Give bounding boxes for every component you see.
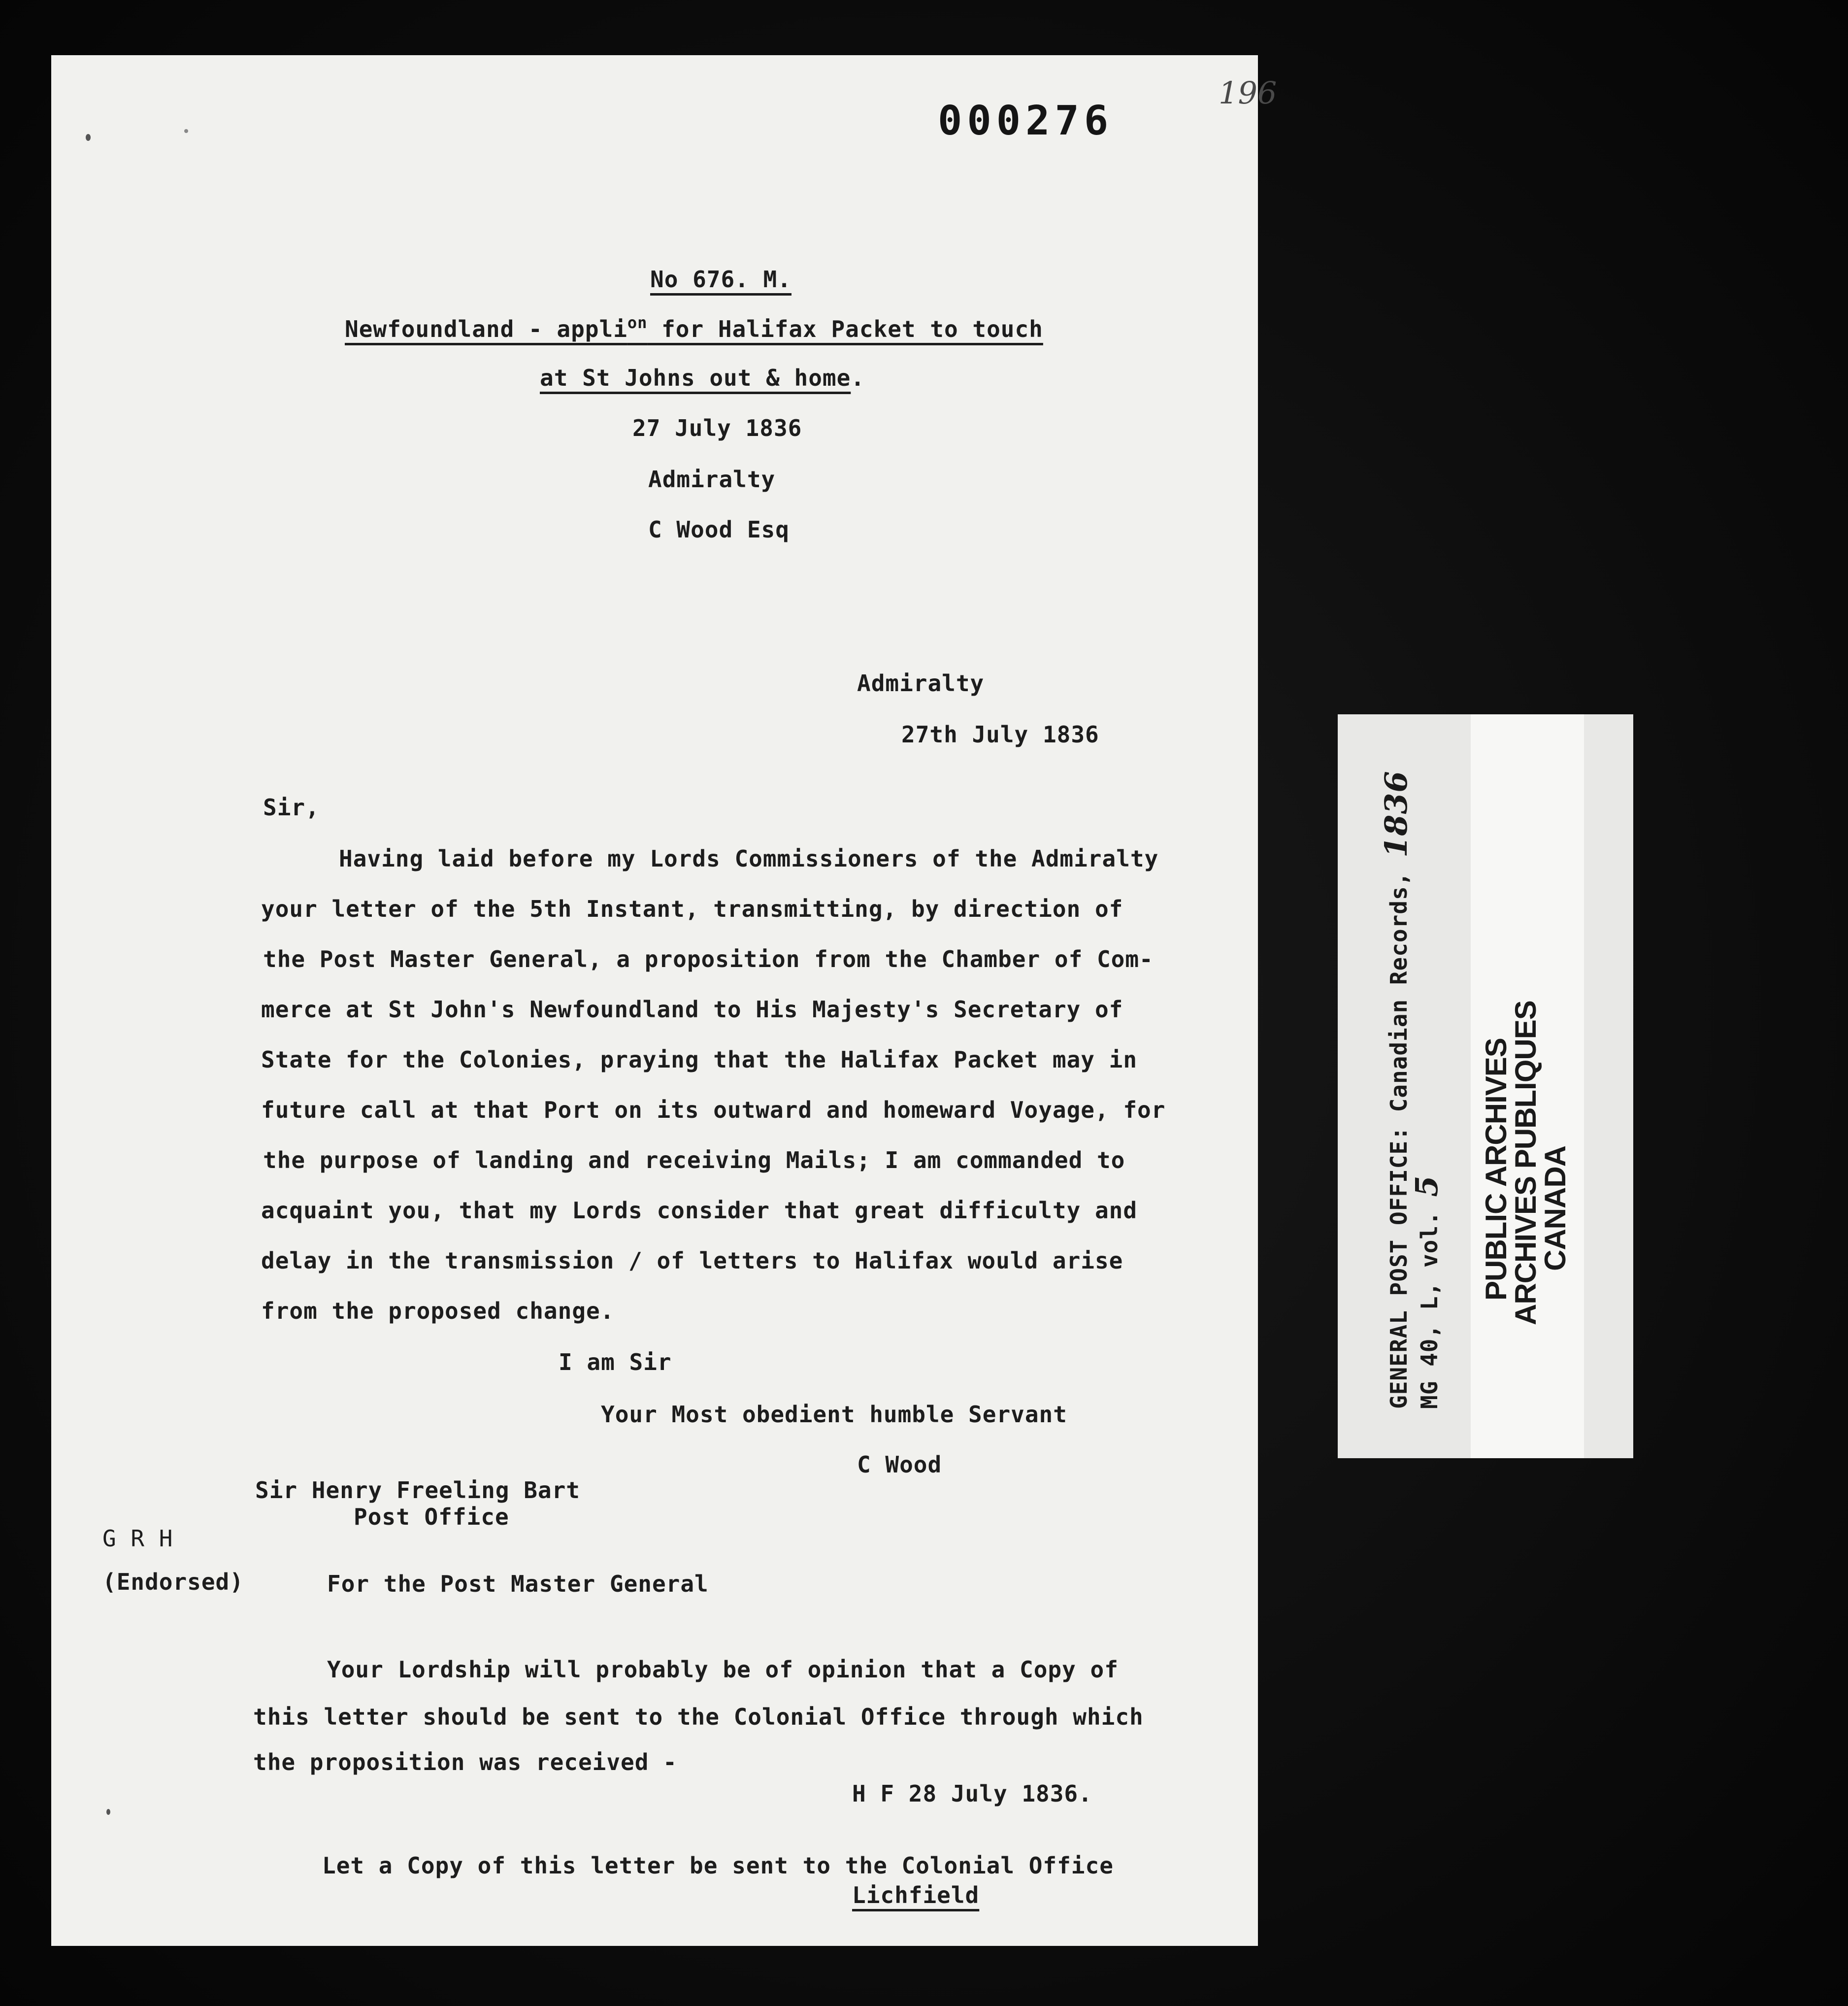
subject-superscript: on [627, 313, 648, 332]
closing-line: I am Sir [559, 1349, 672, 1375]
minute-line: Let a Copy of this letter be sent to the Colonial Office [322, 1852, 1114, 1879]
folio-note: 196 [1219, 75, 1277, 111]
archive-stamp: 000276 [938, 98, 1114, 144]
label-volume-prefix: MG 40, L, vol. [1416, 1211, 1443, 1409]
label-archive-line: CANADA [1539, 1146, 1572, 1271]
signature: C Wood [857, 1451, 942, 1478]
docket-date: 27 July 1836 [632, 415, 802, 441]
body-line: State for the Colonies, praying that the Halifax Packet may in [261, 1046, 1138, 1073]
letter-date: 27th July 1836 [901, 721, 1099, 748]
docket-subject-line1 [345, 313, 1043, 342]
addressee-line: Post Office [354, 1504, 509, 1530]
body-line: the purpose of landing and receiving Mails; I am commanded to [263, 1147, 1125, 1173]
label-collection-text: GENERAL POST OFFICE: Canadian Records, [1386, 871, 1412, 1409]
body-line: delay in the transmission / of letters to Halifax would arise [261, 1247, 1123, 1274]
label-archive-line: ARCHIVES PUBLIQUES [1509, 1001, 1542, 1325]
minute-signature: Lichfield [852, 1882, 980, 1908]
body-line: Having laid before my Lords Commissioners of the Admiralty [339, 845, 1159, 872]
endorsement-heading: For the Post Master General [327, 1571, 709, 1597]
docket-to: C Wood Esq [648, 516, 790, 543]
endorsement-signoff: H F 28 July 1836. [852, 1780, 1092, 1807]
closing-line: Your Most obedient humble Servant [601, 1401, 1067, 1428]
label-volume-line [1409, 1175, 1445, 1409]
addressee-line: Sir Henry Freeling Bart [255, 1477, 580, 1504]
label-volume-number: 5 [1409, 1175, 1445, 1197]
endorsement-line: this letter should be sent to the Colonial Office through which [253, 1704, 1144, 1730]
body-line: merce at St John's Newfoundland to His Majesty's Secretary of [261, 996, 1123, 1023]
docket-from: Admiralty [648, 466, 776, 493]
body-line: your letter of the 5th Instant, transmitting, by direction of [261, 896, 1123, 922]
salutation: Sir, [263, 794, 320, 821]
label-archive-line: PUBLIC ARCHIVES [1480, 1038, 1513, 1301]
letter-place: Admiralty [857, 670, 985, 697]
label-year: 1836 [1378, 770, 1414, 858]
endorsement-line: Your Lordship will probably be of opinion that a Copy of [327, 1656, 1119, 1683]
endorsed-label: (Endorsed) [102, 1569, 244, 1595]
speck [184, 129, 188, 133]
initials: G R H [102, 1525, 173, 1552]
endorsement-line: the proposition was received - [253, 1749, 677, 1775]
subject-line2-text: at St Johns out & home [540, 365, 851, 391]
docket-number: No 676. M. [650, 266, 792, 293]
speck [106, 1809, 110, 1815]
document-page [51, 55, 1277, 1946]
speck [86, 134, 91, 141]
body-line: from the proposed change. [261, 1298, 615, 1324]
body-line: future call at that Port on its outward and homeward Voyage, for [261, 1097, 1166, 1123]
body-line: acquaint you, that my Lords consider that great difficulty and [261, 1197, 1138, 1224]
docket-subject-line2: at St Johns out & home. [540, 365, 865, 391]
body-line: the Post Master General, a proposition from the Chamber of Com- [263, 946, 1154, 972]
subject-text-b: for Halifax Packet to touch [647, 316, 1043, 342]
archive-label [1338, 714, 1633, 1458]
subject-text-a: Newfoundland - appli [345, 316, 627, 342]
